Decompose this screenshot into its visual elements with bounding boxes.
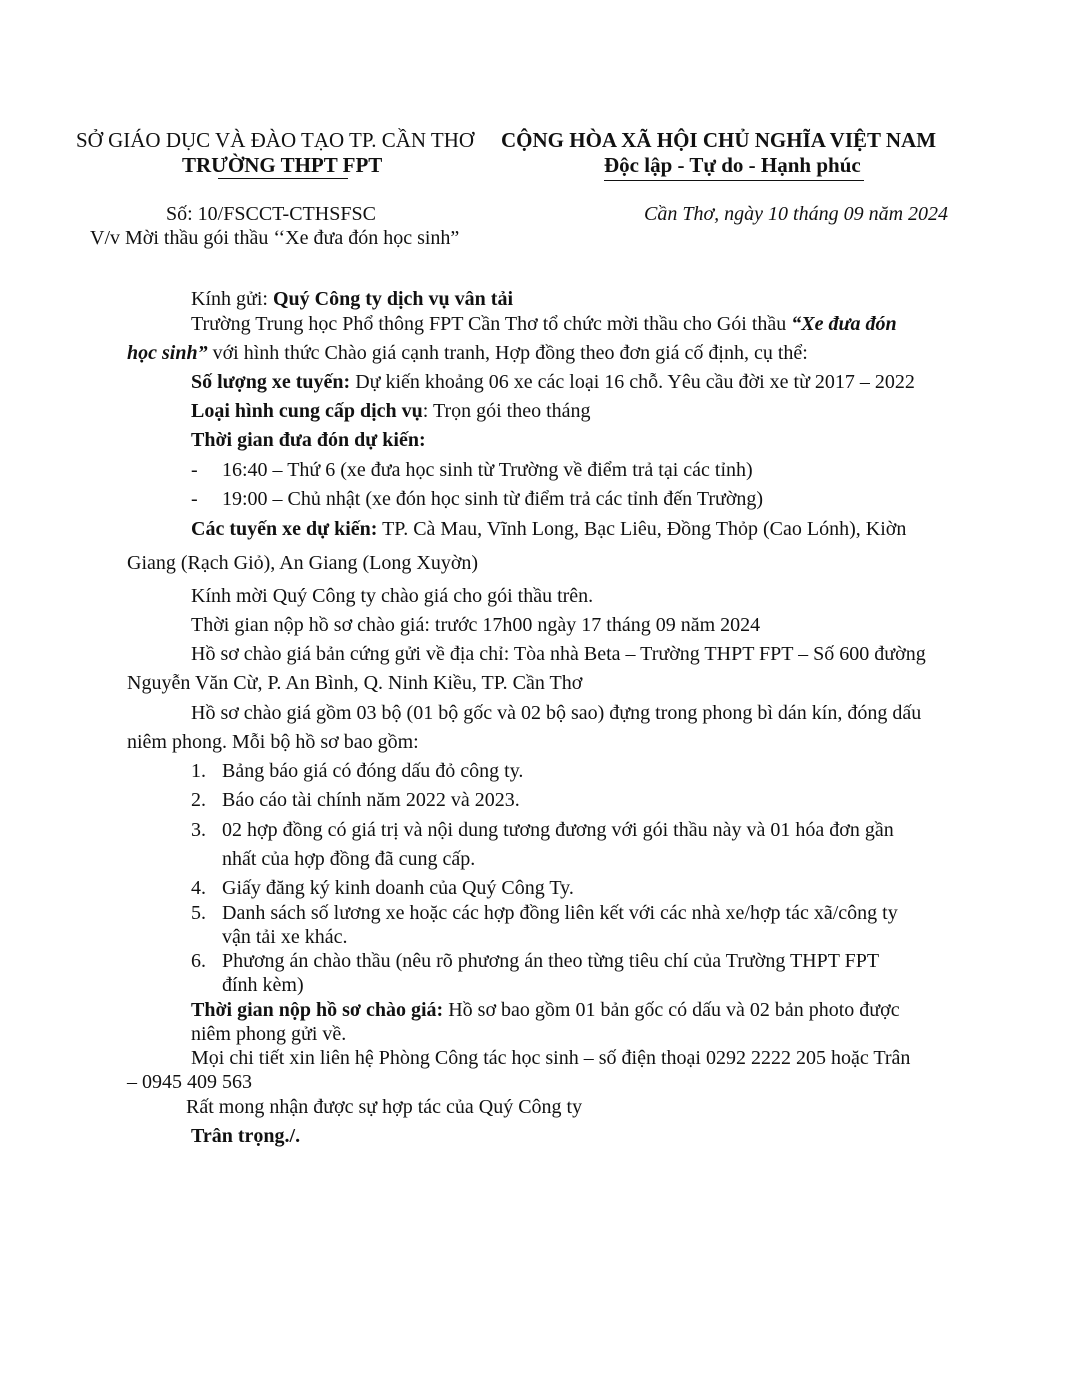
dossier-item-text: Danh sách số lương xe hoặc các hợp đồng liên kết với các nhà xe/hợp tác xã/công ty — [222, 902, 898, 924]
package-name-2: học sinh” — [127, 342, 208, 364]
dossier-item-number: 6. — [191, 950, 206, 972]
signoff-text: Trân trọng./. — [191, 1125, 301, 1147]
dossier-item-number: 1. — [191, 760, 206, 782]
submission-label: Thời gian nộp hồ sơ chào giá: — [191, 999, 444, 1021]
schedule-item-1: 16:40 – Thứ 6 (xe đưa học sinh từ Trường về điểm trả tại các tỉnh) — [222, 459, 753, 481]
closing-text: Rất mong nhận được sự hợp tác của Quý Công ty — [186, 1096, 583, 1118]
address-line-2: Nguyễn Văn Cừ, P. An Bình, Q. Ninh Kiều, TP. Cần Thơ — [127, 672, 583, 694]
dossier-item-text-cont: nhất của hợp đồng đã cung cấp. — [222, 848, 476, 870]
dossier-item-text-cont: vận tải xe khác. — [222, 926, 348, 948]
quantity-label: Số lượng xe tuyến: — [191, 371, 351, 393]
address-line-1: Hồ sơ chào giá bản cứng gửi về địa chỉ: Tòa nhà Beta – Trường THPT FPT – Số 600 đường — [191, 643, 926, 665]
quantity-text: Dự kiến khoảng 06 xe các loại 16 chỗ. Yêu cầu đời xe từ 2017 – 2022 — [350, 371, 915, 393]
document-subject: V/v Mời thầu gói thầu ‘‘Xe đưa đón học sinh” — [90, 227, 460, 249]
dossier-item-number: 3. — [191, 819, 206, 841]
place-date: Cần Thơ, ngày 10 tháng 09 năm 2024 — [644, 203, 949, 225]
dossier-item-number: 4. — [191, 877, 206, 899]
dossier-item-text: 02 hợp đồng có giá trị và nội dung tương đương với gói thầu này và 01 hóa đơn gần — [222, 819, 894, 841]
contact-line-1: Mọi chi tiết xin liên hệ Phòng Công tác học sinh – số điện thoại 0292 2222 205 hoặc Trân — [191, 1047, 911, 1069]
document-number: Số: 10/FSCCT-CTHSFSC — [166, 203, 376, 225]
submission-line-1 — [191, 998, 900, 1022]
national-title: CỘNG HÒA XÃ HỘI CHỦ NGHĨA VIỆT NAM — [501, 128, 937, 152]
school-name: TRƯỜNG THPT FPT — [182, 153, 383, 177]
schedule-item-2: 19:00 – Chủ nhật (xe đón học sinh từ điểm trả các tỉnh đến Trường) — [222, 488, 764, 510]
national-motto: Độc lập - Tự do - Hạnh phúc — [604, 153, 861, 177]
service-type-line — [191, 399, 591, 423]
recipient-line — [191, 287, 513, 311]
dossier-item-number: 2. — [191, 789, 206, 811]
routes-line-2: Giang (Rạch Giỏ), An Giang (Long Xuyờn) — [127, 552, 479, 574]
dossier-line-1: Hồ sơ chào giá gồm 03 bộ (01 bộ gốc và 02 bộ sao) đựng trong phong bì dán kín, đóng dấu — [191, 702, 922, 724]
dossier-item-text: Bảng báo giá có đóng dấu đỏ công ty. — [222, 760, 524, 782]
dossier-item-text: Giấy đăng ký kinh doanh của Quý Công Ty. — [222, 877, 574, 899]
dossier-item-text: Phương án chào thầu (nêu rõ phương án theo từng tiêu chí của Trường THPT FPT — [222, 950, 880, 972]
dossier-item-text: Báo cáo tài chính năm 2022 và 2023. — [222, 789, 520, 811]
routes-line-1 — [191, 517, 906, 541]
submission-text-1: Hồ sơ bao gồm 01 bản gốc có dấu và 02 bản photo được — [443, 999, 900, 1021]
recipient-name: Quý Công ty dịch vụ vân tải — [272, 288, 514, 310]
service-type-text: : Trọn gói theo tháng — [422, 400, 591, 422]
intro-line-1 — [191, 312, 897, 336]
schedule-bullet-2: - — [191, 488, 198, 510]
routes-text-1: TP. Cà Mau, Vĩnh Long, Bạc Liêu, Đồng Thỏp (Cao Lónh), Kiờn — [377, 518, 907, 540]
dossier-item-text-cont: đính kèm) — [222, 974, 304, 996]
quantity-line — [191, 370, 915, 394]
dossier-item-number: 5. — [191, 902, 206, 924]
intro-text-2: với hình thức Chào giá cạnh tranh, Hợp đồng theo đơn giá cố định, cụ thể: — [207, 342, 808, 364]
intro-text-1: Trường Trung học Phổ thông FPT Cần Thơ tổ chức mời thầu cho Gói thầu — [191, 313, 792, 335]
intro-line-2 — [127, 341, 808, 365]
package-name-1: “Xe đưa đón — [791, 313, 897, 335]
invitation-text: Kính mời Quý Công ty chào giá cho gói thầu trên. — [191, 585, 594, 607]
contact-line-2: – 0945 409 563 — [127, 1071, 252, 1093]
department-name: SỞ GIÁO DỤC VÀ ĐÀO TẠO TP. CẦN THƠ — [76, 128, 475, 152]
routes-label: Các tuyến xe dự kiến: — [191, 518, 378, 540]
service-type-label: Loại hình cung cấp dịch vụ — [191, 400, 423, 422]
motto-underline — [604, 180, 864, 181]
school-underline — [218, 178, 348, 179]
recipient-label: Kính gửi: — [191, 288, 273, 310]
submission-line-2: niêm phong gửi về. — [191, 1023, 347, 1045]
deadline-text: Thời gian nộp hồ sơ chào giá: trước 17h00 ngày 17 tháng 09 năm 2024 — [191, 614, 761, 636]
schedule-bullet-1: - — [191, 459, 198, 481]
dossier-line-2: niêm phong. Mỗi bộ hồ sơ bao gồm: — [127, 731, 419, 753]
schedule-label: Thời gian đưa đón dự kiến: — [191, 429, 426, 451]
